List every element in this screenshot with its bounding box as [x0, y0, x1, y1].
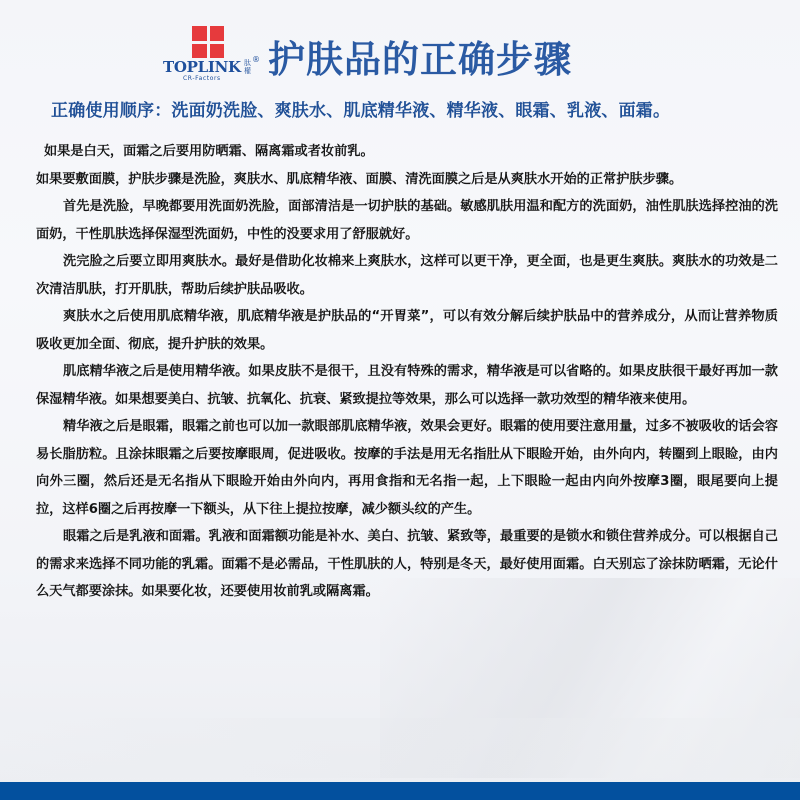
brand-logo [160, 26, 260, 82]
article-body [36, 138, 778, 606]
paragraph-eye-cream: 精华液之后是眼霜，眼霜之前也可以加一款眼部肌底精华液，效果会更好。眼霜的使用要注意用量，过多不被吸收的话会容易长脂肪粒。且涂抹眼霜之后要按摩眼周，促进吸收。按摩的手法是用无名指肚从下眼睑开始，由外向内，转圈到上眼睑，由内向外三圈，然后还是无名指从下眼睑开始由外向内，再用食指和无名指一起，上下眼睑一起由内向外按摩3圈，眼尾要向上提拉，这样6圈之后再按摩一下额头，从下往上提拉按摩，减少额头纹的产生。 [36, 419, 778, 517]
paragraph-daytime-note: 如果是白天，面霜之后要用防晒霜、隔离霜或者妆前乳。 [44, 144, 374, 159]
logo-subtitle: CR-Factors [183, 75, 221, 82]
logo-wordmark: TOPLINK [163, 58, 241, 76]
page-title: 护肤品的正确步骤 [268, 38, 572, 81]
registered-icon: ® [252, 55, 260, 64]
paragraph-serum: 肌底精华液之后是使用精华液。如果皮肤不是很干，且没有特殊的需求，精华液是可以省略的。如果皮肤很干最好再加一款保湿精华液。如果想要美白、抗皱、抗氧化、抗衰、紧致提拉等效果，那么可以选择一款功效型的精华液来使用。 [36, 364, 778, 407]
paragraph-mask-note: 如果要敷面膜，护肤步骤是洗脸，爽肤水、肌底精华液、面膜、清洗面膜之后是从爽肤水开始的正常护肤步骤。 [36, 171, 683, 187]
footer-bar [0, 782, 800, 800]
background-decoration [380, 578, 800, 778]
logo-cross-icon [192, 26, 224, 58]
paragraph-cleansing: 首先是洗脸，早晚都要用洗面奶洗脸，面部清洁是一切护肤的基础。敏感肌肤用温和配方的洗面奶，油性肌肤选择控油的洗面奶，干性肌肤选择保湿型洗面奶，中性的没要求用了舒服就好。 [36, 199, 778, 242]
logo-chinese-mark: 肽 權 [244, 59, 251, 75]
paragraph-toner: 洗完脸之后要立即用爽肤水。最好是借助化妆棉来上爽肤水，这样可以更干净，更全面，也是更生爽肤。爽肤水的功效是二次清洁肌肤，打开肌肤，帮助后续护肤品吸收。 [36, 254, 778, 297]
header [0, 24, 800, 84]
paragraph-lotion-cream: 眼霜之后是乳液和面霜。乳液和面霜额功能是补水、美白、抗皱、紧致等，最重要的是锁水和锁住营养成分。可以根据自己的需求来选择不同功能的乳霜。面霜不是必需品，干性肌肤的人，特别是冬天，最好使用面霜。白天别忘了涂抹防晒霜，无论什么天气都要涂抹。如果要化妆，还要使用妆前乳或隔离霜。 [36, 529, 778, 599]
usage-order-summary: 正确使用顺序：洗面奶洗脸、爽肤水、肌底精华液、精华液、眼霜、乳液、面霜。 [51, 101, 671, 121]
background-decoration-lower [0, 718, 800, 778]
paragraph-base-serum: 爽肤水之后使用肌底精华液，肌底精华液是护肤品的“开胃菜”，可以有效分解后续护肤品中的营养成分，从而让营养物质吸收更加全面、彻底，提升护肤的效果。 [36, 309, 778, 352]
